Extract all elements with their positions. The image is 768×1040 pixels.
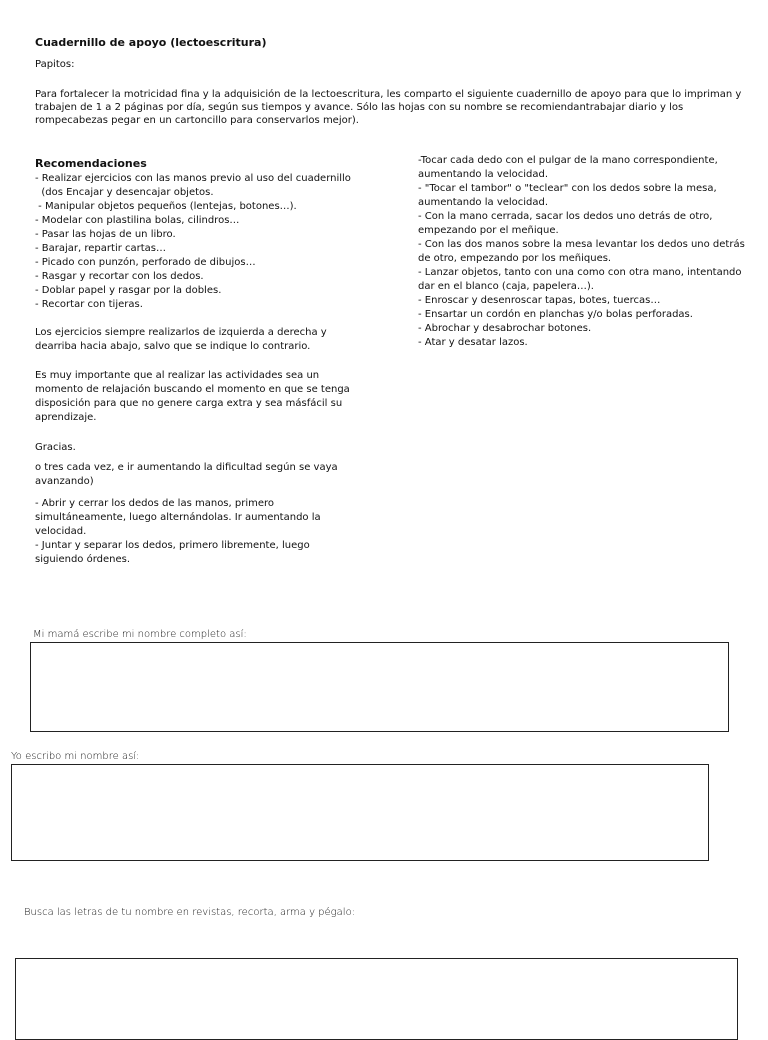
right-recommendations-list [418, 154, 758, 350]
list-item: - Abrochar y desabrochar botones. [418, 323, 592, 334]
direction-paragraph: Los ejercicios siempre realizarlos de izquierda a derecha y dearriba hacia abajo, salvo que se indique lo contrario. [35, 327, 327, 352]
list-item: - Con la mano cerrada, sacar los dedos uno detrás de otro, empezando por el meñique. [418, 211, 713, 236]
list-item: - Doblar papel y rasgar por la dobles. [35, 285, 222, 296]
list-item: - Con las dos manos sobre la mesa levantar los dedos uno detrás de otro, empezando por los meñiques. [418, 239, 745, 264]
document-title: Cuadernillo de apoyo (lectoescritura) [35, 36, 267, 49]
list-item: - Recortar con tijeras. [35, 299, 143, 310]
left-recommendations-list [35, 172, 375, 312]
fingers-paragraph: - Abrir y cerrar los dedos de las manos, primero simultáneamente, luego alternándolas. Ir aumentando la velocidad. - Juntar y separar los dedos, primero libremente, luego siguiendo órdenes. [35, 498, 321, 565]
greeting: Papitos: [35, 59, 75, 70]
list-item: - Manipular objetos pequeños (lentejas, botones…). [35, 201, 297, 212]
relax-paragraph: Es muy importante que al realizar las actividades sea un momento de relajación buscando el momento en que se tenga disposición para que no genere carga extra y sea másfácil su aprendizaje. [35, 370, 350, 423]
list-item: - Atar y desatar lazos. [418, 337, 528, 348]
list-item: - Pasar las hojas de un libro. [35, 229, 176, 240]
mom-name-box[interactable] [30, 642, 729, 732]
list-item: -Tocar cada dedo con el pulgar de la mano correspondiente, aumentando la velocidad. [418, 155, 718, 180]
my-name-box[interactable] [11, 764, 709, 861]
list-item: - Modelar con plastilina bolas, cilindros… [35, 215, 240, 226]
list-item: - Picado con punzón, perforado de dibujos… [35, 257, 256, 268]
recommendations-heading: Recomendaciones [35, 157, 147, 170]
my-name-label: Yo escribo mi nombre así: [11, 751, 140, 762]
list-item: - Realizar ejercicios con las manos previo al uso del cuadernillo [35, 173, 351, 184]
paste-letters-box[interactable] [15, 958, 738, 1040]
mom-name-label: Mi mamá escribe mi nombre completo así: [33, 629, 247, 640]
intro-paragraph: Para fortalecer la motricidad fina y la adquisición de la lectoescritura, les comparto el siguiente cuadernillo de apoyo para que lo impriman y trabajen de 1 a 2 páginas por día, según sus tiempos y avance. Sólo las hojas con su nombre se recomiendantrabajar diario y los rompecabezas pegar en un cartoncillo para conservarlos mejor). [35, 89, 742, 126]
thanks-text: Gracias. [35, 442, 76, 453]
fragment-paragraph: o tres cada vez, e ir aumentando la dificultad según se vaya avanzando) [35, 462, 338, 487]
list-item: - Barajar, repartir cartas… [35, 243, 167, 254]
cut-letters-label: Busca las letras de tu nombre en revistas, recorta, arma y pégalo: [24, 907, 356, 918]
list-item: - "Tocar el tambor" o "teclear" con los dedos sobre la mesa, aumentando la velocidad. [418, 183, 717, 208]
list-item: - Ensartar un cordón en planchas y/o bolas perforadas. [418, 309, 693, 320]
list-item: - Rasgar y recortar con los dedos. [35, 271, 204, 282]
list-item: - Enroscar y desenroscar tapas, botes, tuercas… [418, 295, 661, 306]
list-item: - Lanzar objetos, tanto con una como con otra mano, intentando dar en el blanco (caja, papelera…). [418, 267, 742, 292]
list-item: (dos Encajar y desencajar objetos. [35, 187, 214, 198]
